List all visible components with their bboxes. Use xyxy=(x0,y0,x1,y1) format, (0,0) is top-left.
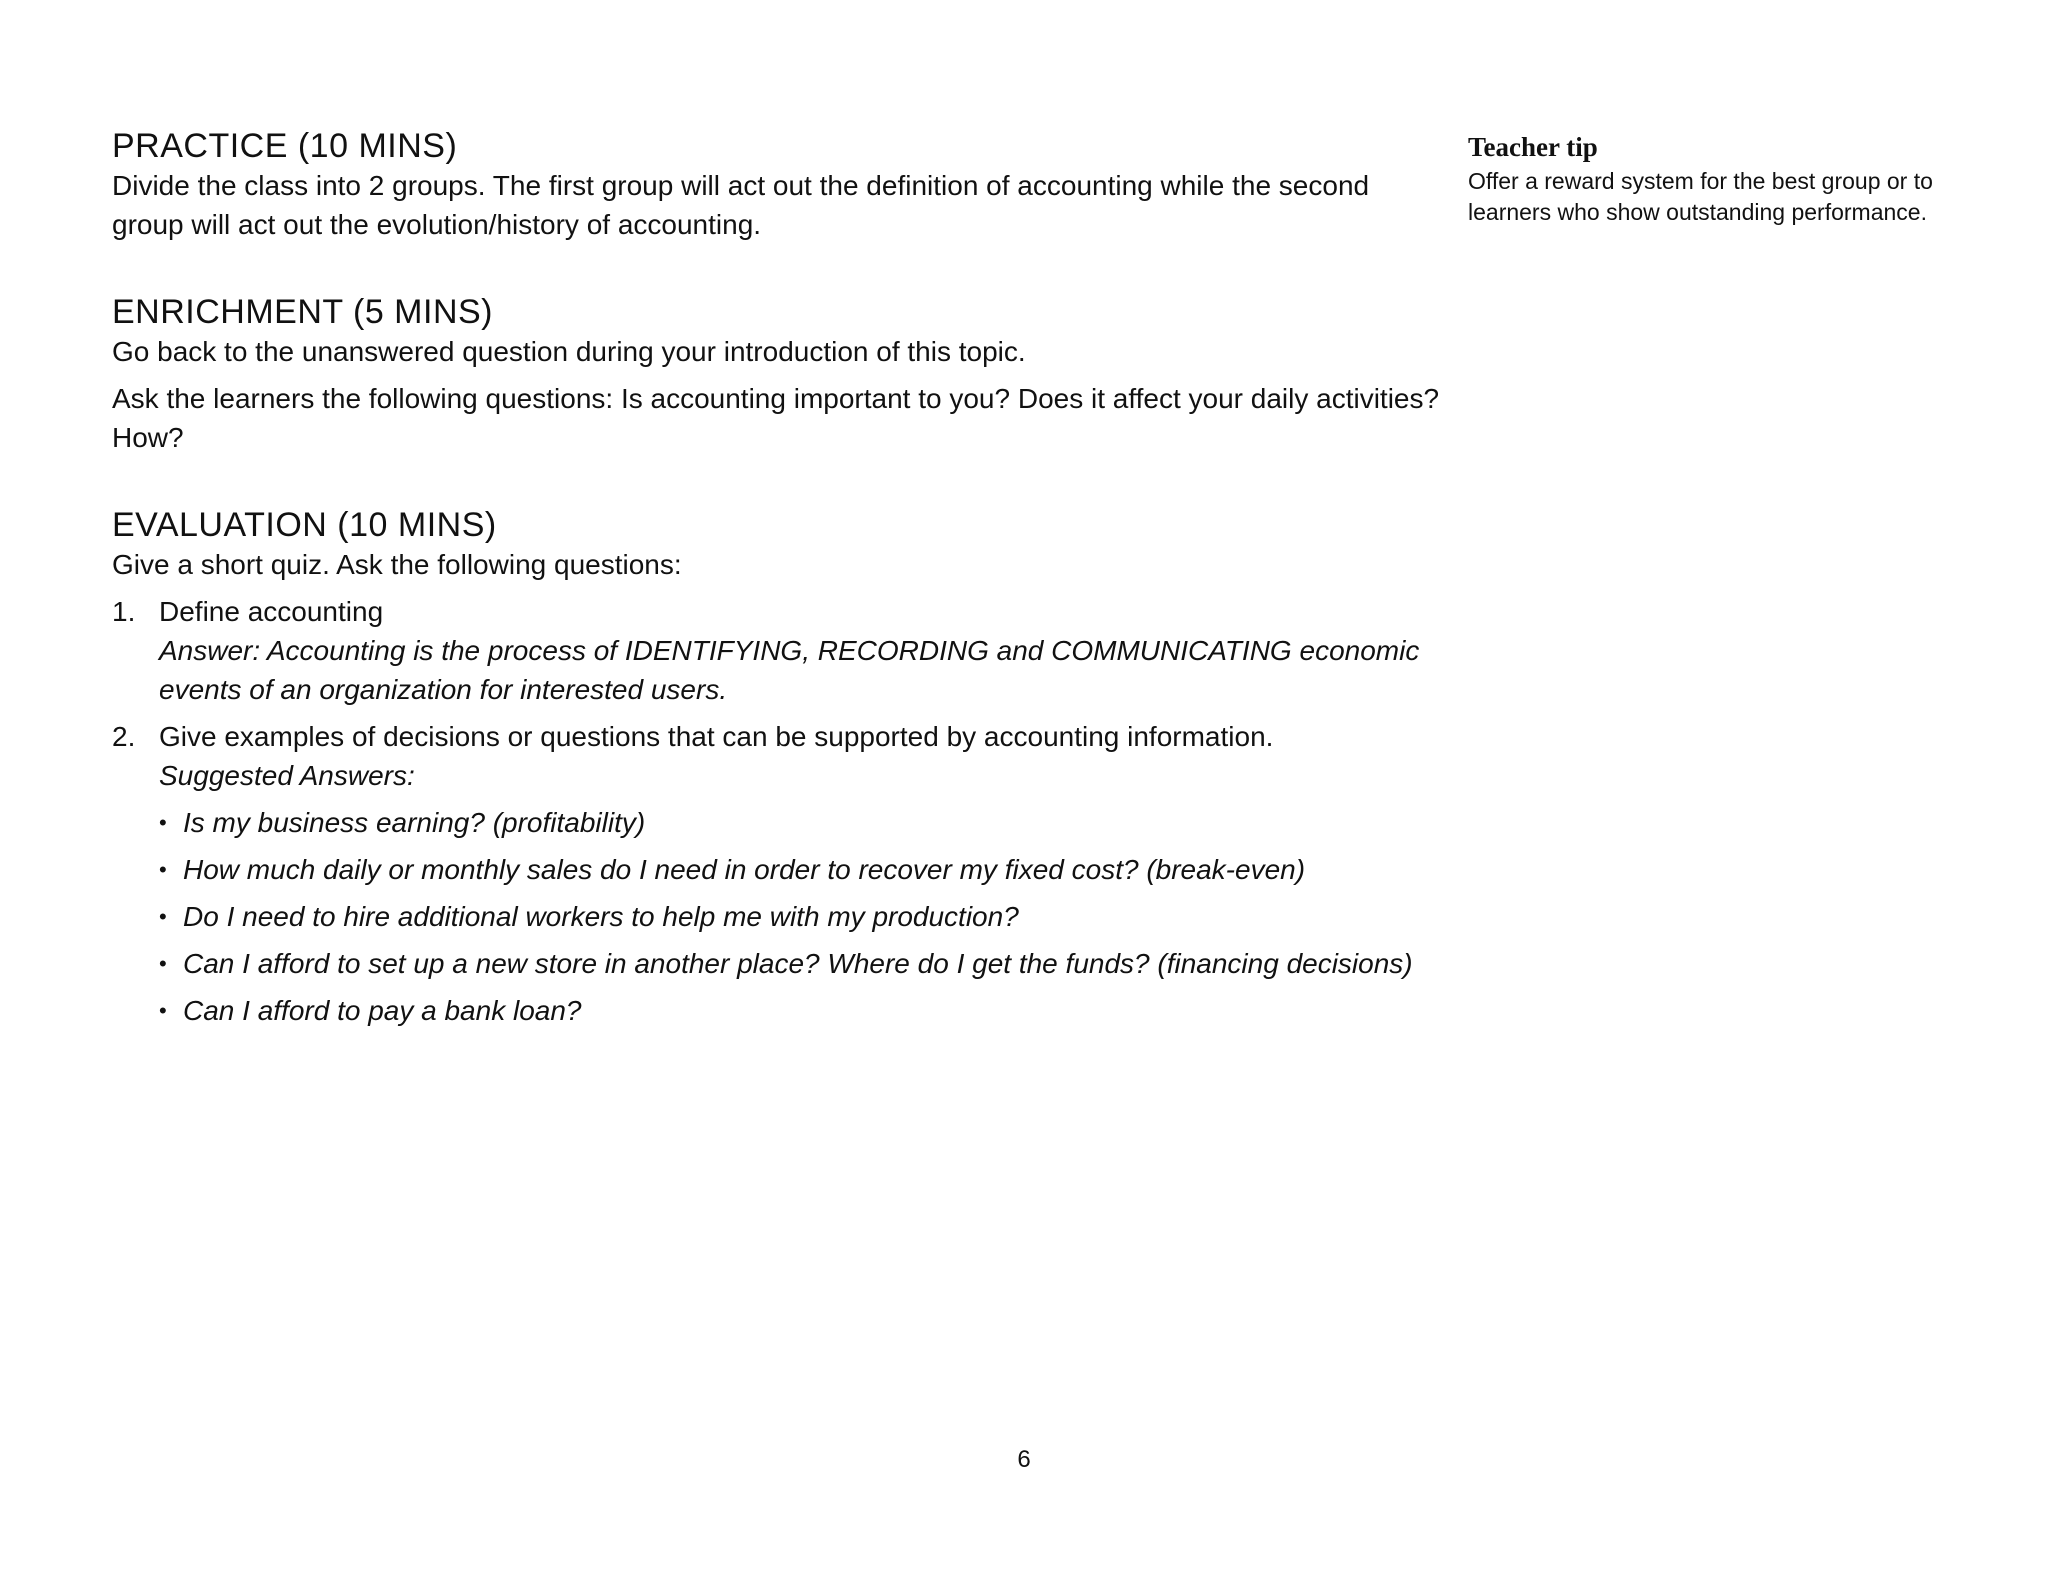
question-text: Define accounting xyxy=(159,596,384,627)
enrichment-paragraph: Ask the learners the following questions: Is accounting important to you? Does it affect your daily activities? How? xyxy=(112,383,1440,453)
evaluation-section xyxy=(112,505,1442,1030)
list-item xyxy=(159,944,1442,983)
main-content xyxy=(112,126,1442,1078)
suggested-answer: How much daily or monthly sales do I need in order to recover my fixed cost? (break-even) xyxy=(183,854,1306,885)
question-item xyxy=(112,592,1442,709)
suggested-answer: Is my business earning? (profitability) xyxy=(183,807,646,838)
enrichment-section xyxy=(112,292,1442,457)
practice-section xyxy=(112,126,1442,244)
practice-heading: PRACTICE (10 MINS) xyxy=(112,127,458,165)
question-number: 1. xyxy=(112,596,136,627)
enrichment-paragraph: Go back to the unanswered question during your introduction of this topic. xyxy=(112,336,1026,367)
question-text: Give examples of decisions or questions that can be supported by accounting information. xyxy=(159,721,1274,752)
teacher-tip xyxy=(1468,130,1948,228)
list-item xyxy=(159,803,1442,842)
suggested-answer: Do I need to hire additional workers to help me with my production? xyxy=(183,901,1019,932)
teacher-tip-title: Teacher tip xyxy=(1468,132,1598,162)
evaluation-heading: EVALUATION (10 MINS) xyxy=(112,506,497,544)
suggested-answer: Can I afford to set up a new store in another place? Where do I get the funds? (financing decisions) xyxy=(183,948,1413,979)
page-number: 6 xyxy=(1017,1446,1031,1473)
suggested-answers-label: Suggested Answers: xyxy=(159,760,415,791)
question-item xyxy=(112,717,1442,1030)
answer-text: Answer: Accounting is the process of IDENTIFYING, RECORDING and COMMUNICATING economic events of an organization for interested users. xyxy=(159,635,1420,705)
suggested-answers-list xyxy=(159,803,1442,1030)
evaluation-intro: Give a short quiz. Ask the following questions: xyxy=(112,549,682,580)
list-item xyxy=(159,897,1442,936)
bullet-icon: • xyxy=(159,857,167,882)
question-number: 2. xyxy=(112,721,136,752)
suggested-answer: Can I afford to pay a bank loan? xyxy=(183,995,582,1026)
bullet-icon: • xyxy=(159,998,167,1023)
bullet-icon: • xyxy=(159,951,167,976)
bullet-icon: • xyxy=(159,904,167,929)
bullet-icon: • xyxy=(159,810,167,835)
list-item xyxy=(159,850,1442,889)
enrichment-heading: ENRICHMENT (5 MINS) xyxy=(112,293,493,331)
question-list xyxy=(112,592,1442,1030)
teacher-tip-text: Offer a reward system for the best group or to learners who show outstanding performance. xyxy=(1468,168,1933,225)
list-item xyxy=(159,991,1442,1030)
practice-text: Divide the class into 2 groups. The first group will act out the definition of accounting while the second group will act out the evolution/history of accounting. xyxy=(112,170,1370,240)
